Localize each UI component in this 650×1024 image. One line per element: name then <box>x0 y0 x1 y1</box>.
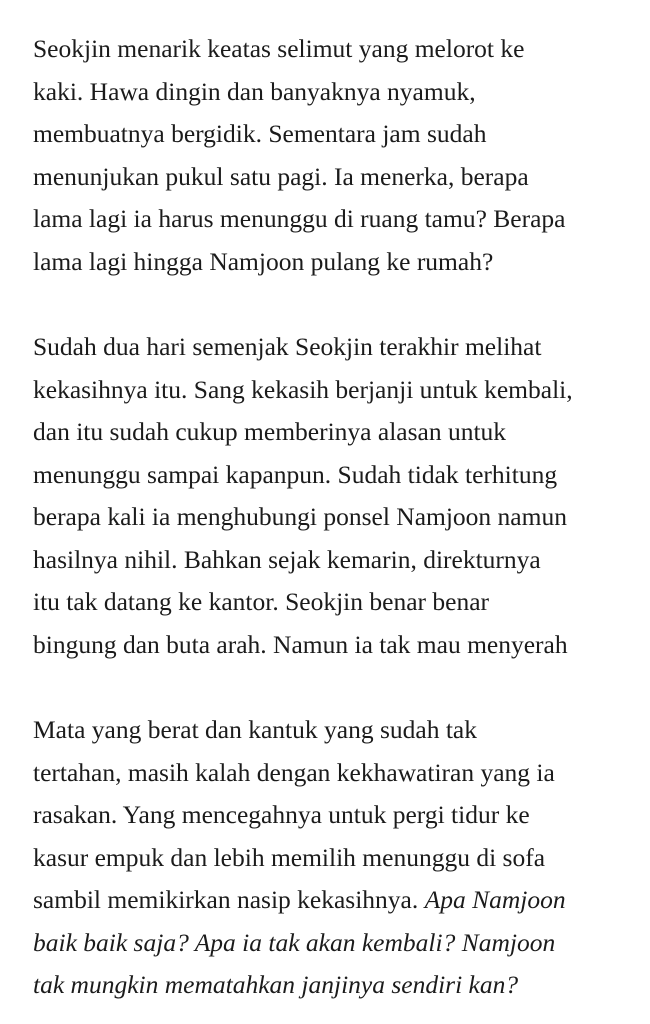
text-line: kekasihnya itu. Sang kekasih berjanji untuk kembali, <box>33 374 573 404</box>
text-line-mixed <box>33 879 630 922</box>
text-italic: Apa Namjoon <box>424 885 566 914</box>
text-line: bingung dan buta arah. Namun ia tak mau menyerah <box>33 629 568 659</box>
text-line: dan itu sudah cukup memberinya alasan untuk <box>33 417 507 446</box>
text-line: membuatnya bergidik. Sementara jam sudah <box>33 119 487 148</box>
text-line: berapa kali ia menghubungi ponsel Namjoon namun <box>33 502 567 531</box>
text-line: Seokjin menarik keatas selimut yang melorot ke <box>33 34 525 63</box>
text-line: lama lagi hingga Namjoon pulang ke rumah? <box>33 246 494 276</box>
paragraph-1 <box>33 28 630 283</box>
text-line: Mata yang berat dan kantuk yang sudah tak <box>33 715 477 744</box>
paragraph-2 <box>33 326 630 666</box>
text-line-italic: baik baik saja? Apa ia tak akan kembali? Namjoon <box>33 927 556 957</box>
text-line: hasilnya nihil. Bahkan sejak kemarin, direkturnya <box>33 544 541 574</box>
text-line: kasur empuk dan lebih memilih menunggu di sofa <box>33 842 546 872</box>
text-line-italic: tak mungkin mematahkan janjinya sendiri kan? <box>33 970 519 999</box>
text-line: menunggu sampai kapanpun. Sudah tidak terhitung <box>33 459 558 489</box>
text-line: lama lagi ia harus menunggu di ruang tamu? Berapa <box>33 204 566 233</box>
paragraph-3 <box>33 709 630 1007</box>
text-line: kaki. Hawa dingin dan banyaknya nyamuk, <box>33 76 476 106</box>
text-normal: sambil memikirkan nasip kekasihnya. <box>33 885 425 914</box>
text-line: tertahan, masih kalah dengan kekhawatiran yang ia <box>33 757 555 787</box>
text-line: menunjukan pukul satu pagi. Ia menerka, berapa <box>33 161 529 191</box>
text-line: itu tak datang ke kantor. Seokjin benar benar <box>33 587 490 616</box>
text-line: Sudah dua hari semenjak Seokjin terakhir melihat <box>33 332 542 361</box>
text-line: rasakan. Yang mencegahnya untuk pergi tidur ke <box>33 800 530 829</box>
